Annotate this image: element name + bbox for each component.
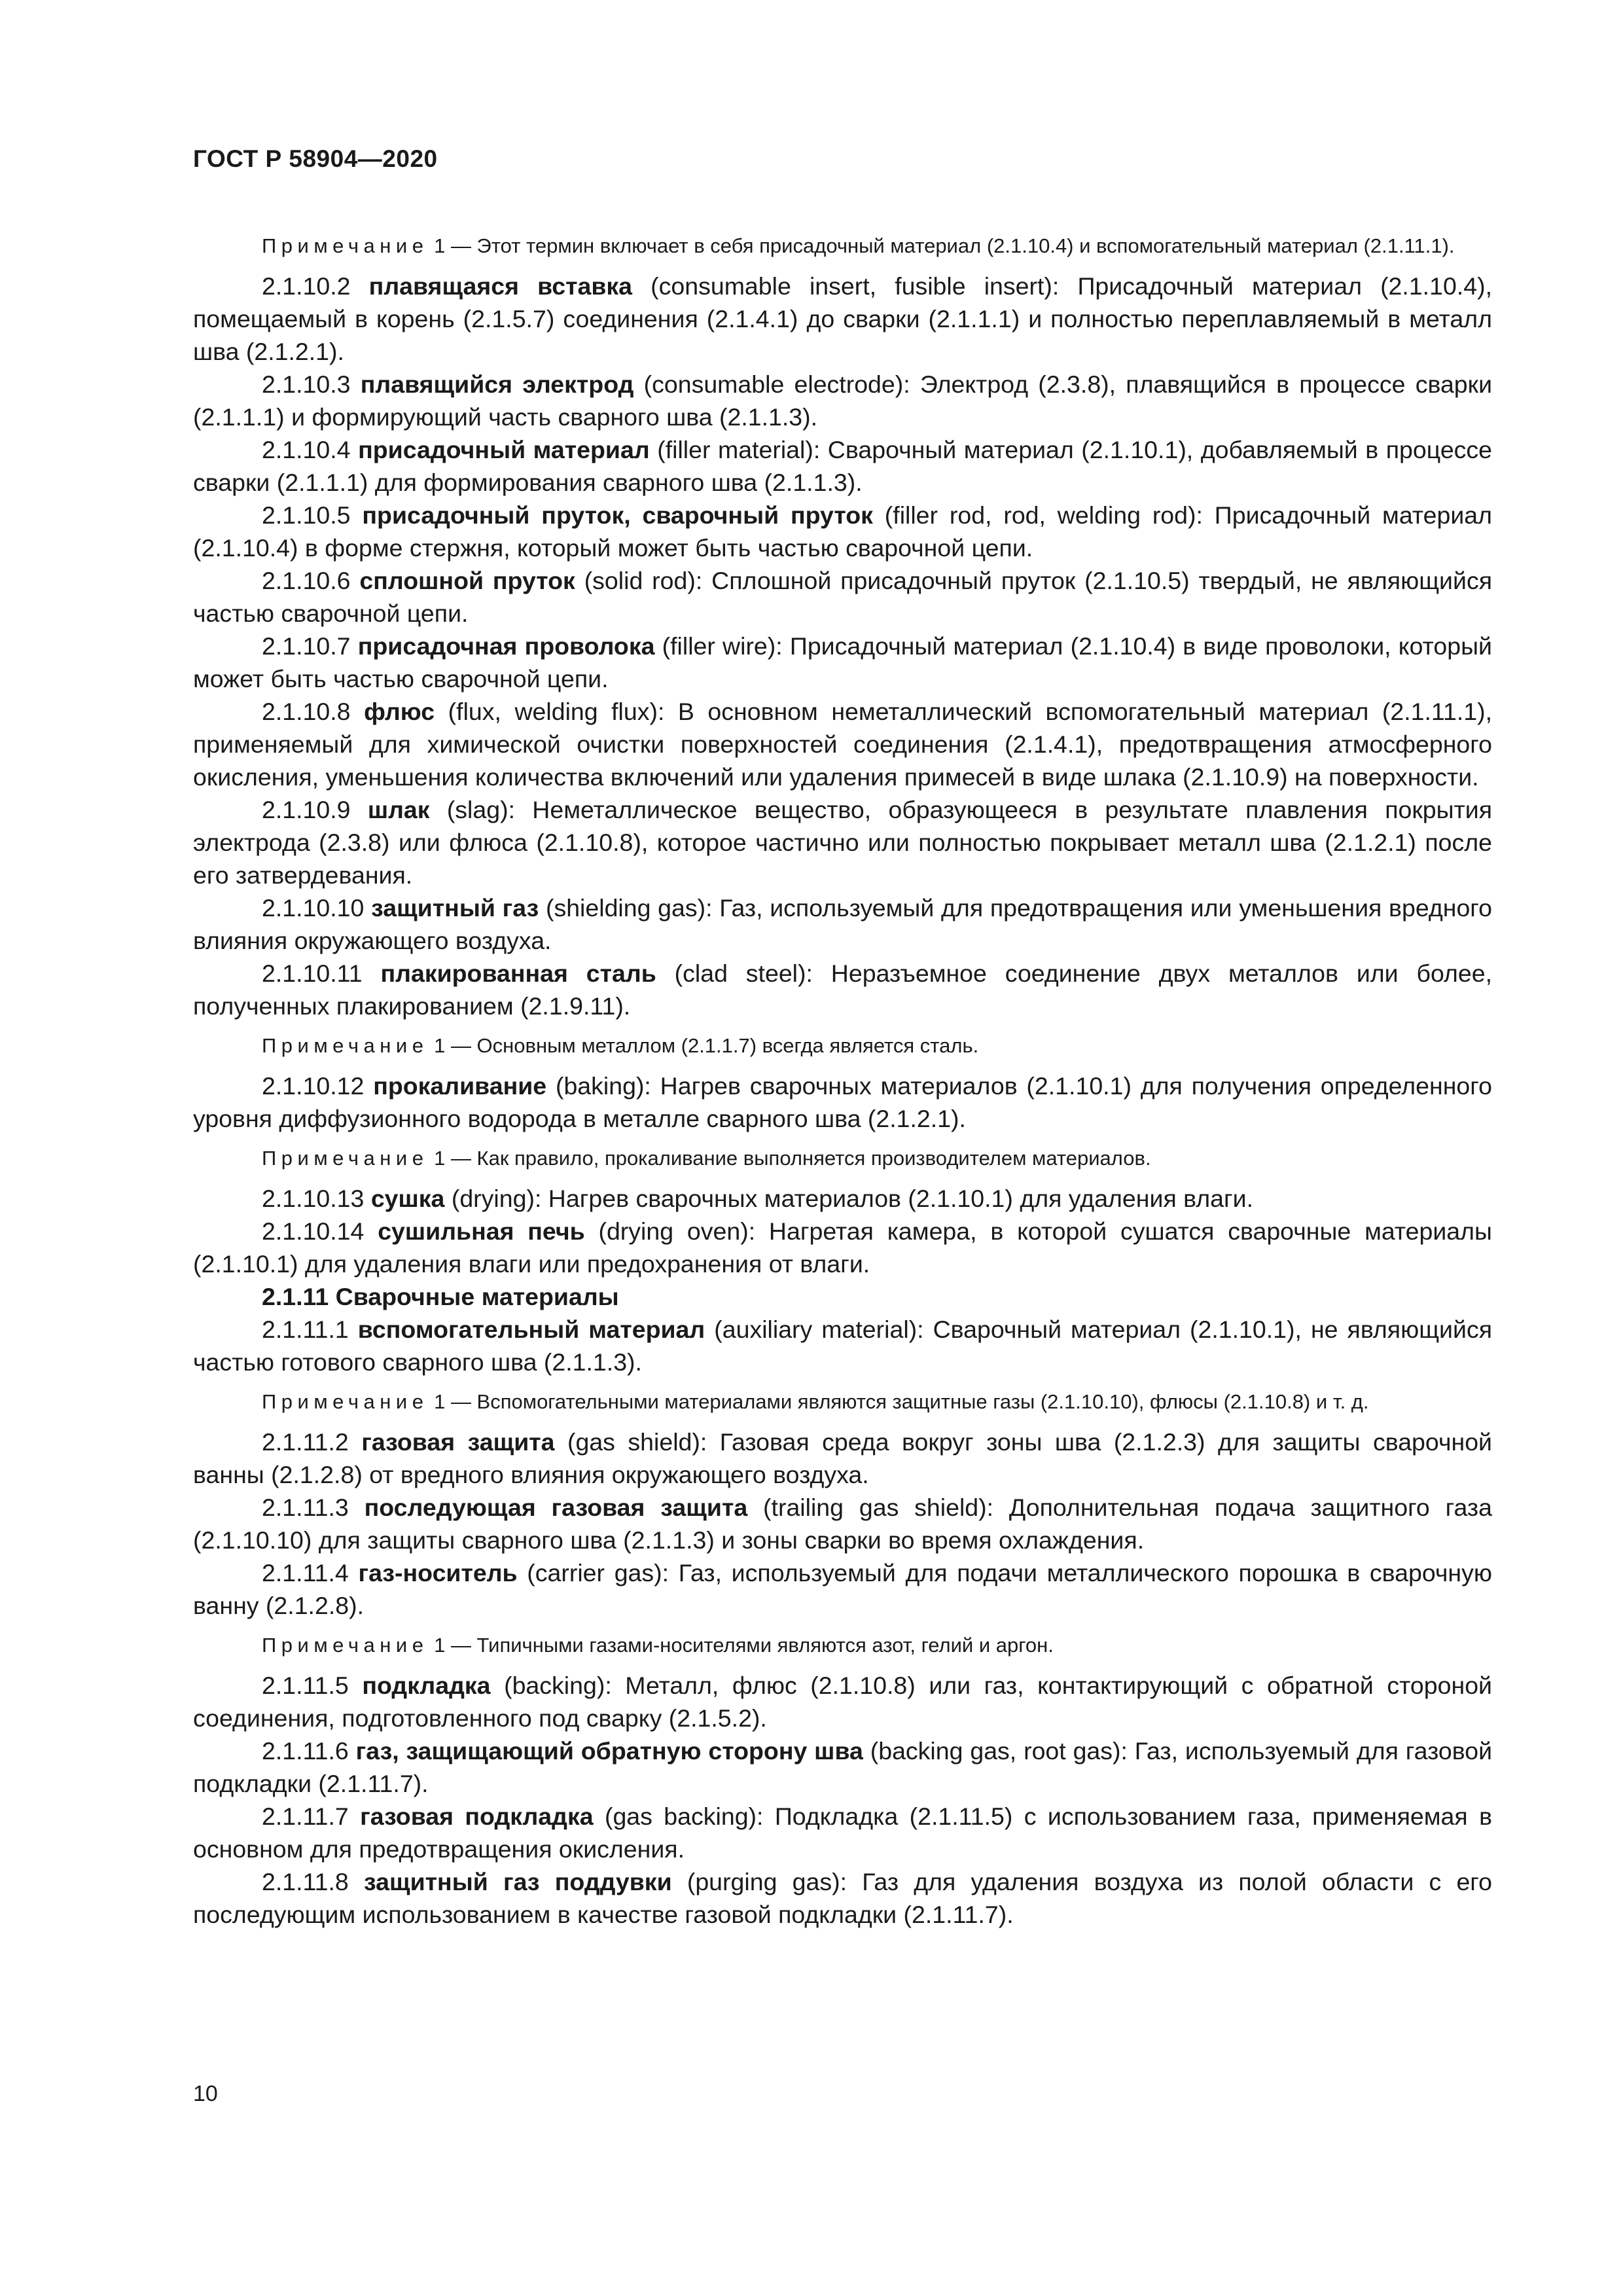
- term-text: (purging gas): Газ для удаления воздуха из полой области с его последующим использованием в качестве газовой подкладки (2.1.11.7).: [193, 1868, 1493, 1928]
- term-name: защитный газ поддувки: [363, 1868, 672, 1895]
- term-name: плакированная сталь: [380, 960, 656, 987]
- term-definition: [193, 564, 1492, 630]
- term-text: (carrier gas): Газ, используемый для подачи металлического порошка в сварочную ванну (2.1.2.8).: [193, 1559, 1492, 1619]
- note-label: Примечание: [262, 1034, 429, 1057]
- term-definition: [193, 499, 1492, 564]
- term-text: (slag): Неметаллическое вещество, образующееся в результате плавления покрытия электрода (2.3.8) или флюса (2.1.10.8), которое частично или полностью покрывает металл шва (2.1.2.1) после его затвердевания.: [193, 796, 1493, 889]
- term-definition: [193, 1426, 1492, 1491]
- term-text: (consumable electrode): Электрод (2.3.8), плавящийся в процессе сварки (2.1.1.1) и формирующий часть сварного шва (2.1.1.3).: [193, 370, 1493, 431]
- note-paragraph: [193, 1144, 1492, 1173]
- term-name: сплошной пруток: [359, 567, 575, 594]
- note-number: 1: [434, 1634, 446, 1657]
- note-text: — Как правило, прокаливание выполняется производителем материалов.: [450, 1147, 1151, 1170]
- term-name: плавящийся электрод: [360, 370, 634, 398]
- note-label: Примечание: [262, 234, 429, 257]
- note-label: Примечание: [262, 1147, 429, 1170]
- term-name: защитный газ: [371, 894, 539, 922]
- term-text: (baking): Нагрев сварочных материалов (2.1.10.1) для получения определенного уровня диффузионного водорода в металле сварного шва (2.1.2.1).: [193, 1072, 1492, 1132]
- term-definition: [193, 891, 1492, 957]
- document-body: [193, 223, 1492, 1931]
- term-definition: [193, 793, 1492, 891]
- term-text: (trailing gas shield): Дополнительная подача защитного газа (2.1.10.10) для защиты сварного шва (2.1.1.3) и зоны сварки во время охлаждения.: [193, 1494, 1492, 1554]
- section-heading: 2.1.11 Сварочные материалы: [262, 1283, 619, 1310]
- document-header: ГОСТ Р 58904—2020: [193, 145, 438, 172]
- term-number: 2.1.11.3: [262, 1494, 349, 1521]
- term-text: (backing gas, root gas): Газ, используемый для газовой подкладки (2.1.11.7).: [193, 1737, 1493, 1797]
- term-definition: [193, 1069, 1492, 1135]
- term-name: плавящаяся вставка: [368, 272, 633, 300]
- term-definition: [193, 1313, 1492, 1378]
- term-number: 2.1.11.2: [262, 1428, 349, 1456]
- note-text: — Вспомогательными материалами являются защитные газы (2.1.10.10), флюсы (2.1.10.8) и т. д.: [450, 1390, 1369, 1413]
- term-text: (drying oven): Нагретая камера, в которой сушатся сварочные материалы (2.1.10.1) для удаления влаги или предохранения от влаги.: [193, 1217, 1492, 1278]
- term-number: 2.1.10.3: [262, 370, 351, 398]
- term-number: 2.1.10.10: [262, 894, 365, 922]
- term-name: сушка: [370, 1185, 445, 1212]
- note-paragraph: [193, 232, 1492, 260]
- term-definition: [193, 1556, 1492, 1622]
- term-definition: [193, 1669, 1492, 1734]
- term-definition: [193, 1800, 1492, 1865]
- term-text: (auxiliary material): Сварочный материал (2.1.10.1), не являющийся частью готового сварного шва (2.1.1.3).: [193, 1316, 1493, 1376]
- term-text: (clad steel): Неразъемное соединение двух металлов или более, полученных плакированием (2.1.9.11).: [193, 960, 1493, 1020]
- term-number: 2.1.11.4: [262, 1559, 349, 1587]
- term-number: 2.1.11.1: [262, 1316, 349, 1343]
- term-definition: [193, 695, 1492, 793]
- term-name: присадочная проволока: [357, 632, 655, 660]
- term-text: (filler wire): Присадочный материал (2.1.10.4) в виде проволоки, который может быть частью сварочной цепи.: [193, 632, 1492, 692]
- term-definition: [193, 270, 1492, 368]
- note-number: 1: [434, 234, 446, 257]
- term-number: 2.1.10.9: [262, 796, 351, 823]
- term-number: 2.1.10.12: [262, 1072, 365, 1100]
- term-definition: [193, 1734, 1492, 1800]
- term-definition: [193, 630, 1492, 695]
- term-number: 2.1.10.11: [262, 960, 363, 987]
- term-name: прокаливание: [373, 1072, 547, 1100]
- term-definition: [193, 957, 1492, 1022]
- term-name: подкладка: [362, 1672, 491, 1699]
- term-text: (shielding gas): Газ, используемый для предотвращения или уменьшения вредного влияния окружающего воздуха.: [193, 894, 1493, 954]
- term-name: газовая защита: [361, 1428, 555, 1456]
- term-text: (flux, welding flux): В основном неметаллический вспомогательный материал (2.1.11.1), применяемый для химической очистки поверхностей соединения (2.1.4.1), предотвращения атмосферного окисления, уменьшения количества включений или удаления примесей в виде шлака (2.1.10.9) на поверхности.: [193, 698, 1493, 791]
- term-number: 2.1.10.2: [262, 272, 351, 300]
- term-number: 2.1.10.14: [262, 1217, 365, 1245]
- note-number: 1: [434, 1034, 446, 1057]
- term-definition: [193, 1491, 1492, 1556]
- term-text: (filler material): Сварочный материал (2.1.10.1), добавляемый в процессе сварки (2.1.1.1) для формирования сварного шва (2.1.1.3).: [193, 436, 1493, 496]
- term-name: газовая подкладка: [360, 1803, 594, 1830]
- term-text: (consumable insert, fusible insert): Присадочный материал (2.1.10.4), помещаемый в корень (2.1.5.7) соединения (2.1.4.1) до сварки (2.1.1.1) и полностью переплавляемый в металл шва (2.1.2.1).: [193, 272, 1492, 365]
- note-number: 1: [434, 1390, 446, 1413]
- term-name: флюс: [364, 698, 435, 725]
- term-text: (solid rod): Сплошной присадочный пруток (2.1.10.5) твердый, не являющийся частью сварочной цепи.: [193, 567, 1493, 627]
- term-text: (gas shield): Газовая среда вокруг зоны шва (2.1.2.3) для защиты сварочной ванны (2.1.2.8) от вредного влияния окружающего воздуха.: [193, 1428, 1492, 1488]
- note-text: — Этот термин включает в себя присадочный материал (2.1.10.4) и вспомогательный материал (2.1.11.1).: [450, 234, 1455, 257]
- term-number: 2.1.11.5: [262, 1672, 349, 1699]
- note-text: — Типичными газами-носителями являются азот, гелий и аргон.: [450, 1634, 1054, 1657]
- term-number: 2.1.10.5: [262, 501, 351, 529]
- term-name: газ, защищающий обратную сторону шва: [355, 1737, 863, 1765]
- term-definition: [193, 433, 1492, 499]
- term-text: (filler rod, rod, welding rod): Присадочный материал (2.1.10.4) в форме стержня, который может быть частью сварочной цепи.: [193, 501, 1493, 562]
- term-number: 2.1.10.13: [262, 1185, 365, 1212]
- term-name: последующая газовая защита: [364, 1494, 748, 1521]
- term-definition: [193, 1182, 1492, 1215]
- term-text: (gas backing): Подкладка (2.1.11.5) с использованием газа, применяемая в основном для предотвращения окисления.: [193, 1803, 1492, 1863]
- term-number: 2.1.10.7: [262, 632, 351, 660]
- note-paragraph: [193, 1031, 1492, 1060]
- term-name: газ-носитель: [358, 1559, 518, 1587]
- term-name: присадочный пруток, сварочный пруток: [362, 501, 873, 529]
- term-name: шлак: [367, 796, 430, 823]
- term-name: сушильная печь: [378, 1217, 585, 1245]
- note-text: — Основным металлом (2.1.1.7) всегда является сталь.: [450, 1034, 979, 1057]
- term-text: (backing): Металл, флюс (2.1.10.8) или газ, контактирующий с обратной стороной соединения, подготовленного под сварку (2.1.5.2).: [193, 1672, 1493, 1732]
- term-number: 2.1.11.7: [262, 1803, 349, 1830]
- term-number: 2.1.10.8: [262, 698, 351, 725]
- term-number: 2.1.11.8: [262, 1868, 349, 1895]
- note-label: Примечание: [262, 1390, 429, 1413]
- term-number: 2.1.11.6: [262, 1737, 349, 1765]
- term-definition: [193, 368, 1492, 433]
- term-definition: [193, 1215, 1492, 1280]
- term-number: 2.1.10.6: [262, 567, 351, 594]
- term-name: присадочный материал: [358, 436, 650, 463]
- term-definition: [193, 1865, 1492, 1931]
- note-paragraph: [193, 1631, 1492, 1660]
- note-label: Примечание: [262, 1634, 429, 1657]
- note-paragraph: [193, 1388, 1492, 1416]
- note-number: 1: [434, 1147, 446, 1170]
- term-name: вспомогательный материал: [357, 1316, 705, 1343]
- term-text: (drying): Нагрев сварочных материалов (2.1.10.1) для удаления влаги.: [451, 1185, 1254, 1212]
- term-number: 2.1.10.4: [262, 436, 351, 463]
- page-number: 10: [193, 2081, 218, 2106]
